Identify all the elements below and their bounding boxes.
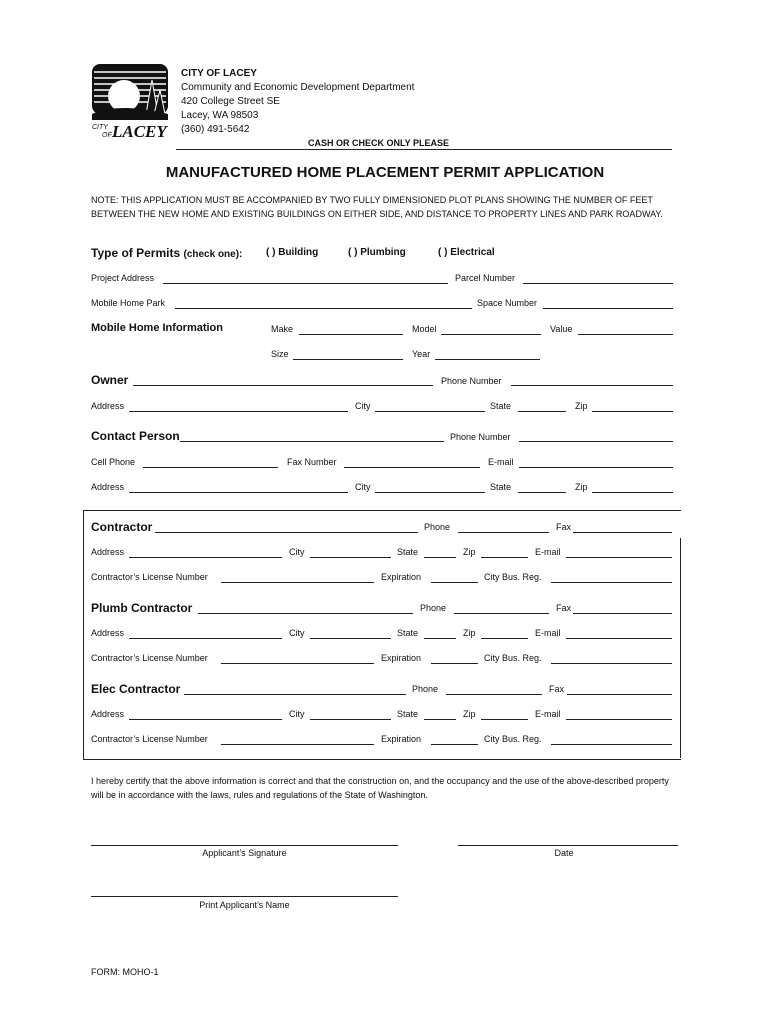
form-title: MANUFACTURED HOME PLACEMENT PERMIT APPLICATION [165,164,605,181]
plot-plan-note: NOTE: THIS APPLICATION MUST BE ACCOMPANIED BY TWO FULLY DIMENSIONED PLOT PLANS SHOWING THE NUMBER OF FEET BETWEEN THE NEW HOME AND EXISTING BUILDINGS ON EITHER SIDE, AND DISTANCE TO PROPERTY LINES AND PARK ROADWAY. [91,195,663,219]
space-number-label: Space Number [477,298,538,308]
elec-expiration-label: Expiration [381,734,422,744]
contractor-email-field[interactable] [566,557,672,558]
org-name: CITY OF LACEY [181,68,257,79]
elec-email-label: E-mail [535,709,561,719]
permits-hint: (check one): [183,249,243,260]
plumb-zip-field[interactable] [481,638,528,639]
plumb-zip-label: Zip [463,628,476,638]
contractor-bus-reg-label: City Bus. Reg. [484,572,542,582]
form-id: FORM: MOHO-1 [91,967,159,977]
contractor-zip-label: Zip [463,547,476,557]
plumb-fax-label: Fax [556,603,572,613]
building-checkbox[interactable]: ( ) Building [266,247,319,258]
plumb-address-field[interactable] [129,638,282,639]
elec-expiration-field[interactable] [431,744,478,745]
contact-person-heading: Contact Person [91,429,180,443]
fax-number-field[interactable] [344,467,480,468]
project-address-field[interactable] [163,283,448,284]
plumb-address-label: Address [91,628,125,638]
contractor-fax-field[interactable] [573,532,672,533]
contractor-email-label: E-mail [535,547,561,557]
applicant-signature-label: Applicant’s Signature [202,848,287,858]
contractor-heading: Contractor [91,520,153,534]
mobile-home-info-heading: Mobile Home Information [91,322,223,334]
owner-state-field[interactable] [518,411,566,412]
plumb-contractor-heading: Plumb Contractor [91,601,193,615]
header-rule [176,149,672,150]
contractor-city-field[interactable] [310,557,391,558]
contractor-phone-label: Phone [424,522,451,532]
contact-city-label: City [355,482,371,492]
parcel-number-label: Parcel Number [455,273,516,283]
owner-phone-label: Phone Number [441,376,502,386]
permits-label: Type of Permits [91,246,181,260]
year-field[interactable] [435,359,540,360]
certification-statement: I hereby certify that the above information is correct and that the construction on, and the occupancy and the use of the above-described property will be in accordance with the laws, rules and regulations of the State of Washington. [91,776,669,800]
elec-address-label: Address [91,709,125,719]
mobile-home-park-field[interactable] [175,308,472,309]
date-line[interactable] [458,845,678,846]
contact-name-field[interactable] [180,441,444,442]
make-label: Make [271,324,294,334]
elec-license-field[interactable] [221,744,374,745]
contractor-expiration-field[interactable] [431,582,478,583]
contractor-state-label: State [397,547,419,557]
contractor-license-field[interactable] [221,582,374,583]
owner-zip-field[interactable] [592,411,673,412]
owner-state-label: State [490,401,512,411]
logo-city-text: CITY [92,124,108,131]
elec-address-field[interactable] [129,719,282,720]
owner-phone-field[interactable] [511,385,673,386]
elec-zip-label: Zip [463,709,476,719]
plumb-state-label: State [397,628,419,638]
model-field[interactable] [441,334,541,335]
owner-name-field[interactable] [133,385,433,386]
plumb-bus-reg-label: City Bus. Reg. [484,653,542,663]
contact-state-label: State [490,482,512,492]
year-label: Year [412,349,431,359]
contact-state-field[interactable] [518,492,566,493]
contractor-phone-field[interactable] [458,532,549,533]
contact-zip-label: Zip [575,482,588,492]
elec-bus-reg-label: City Bus. Reg. [484,734,542,744]
date-label: Date [554,848,574,858]
applicant-signature-line[interactable] [91,845,398,846]
dept-phone: (360) 491-5642 [181,124,250,135]
owner-zip-label: Zip [575,401,588,411]
value-field[interactable] [578,334,673,335]
parcel-number-field[interactable] [523,283,673,284]
electrical-checkbox[interactable]: ( ) Electrical [438,247,495,258]
contractor-city-label: City [289,547,305,557]
plumb-expiration-field[interactable] [431,663,478,664]
make-field[interactable] [299,334,403,335]
owner-address-label: Address [91,401,125,411]
city-state-zip: Lacey, WA 98503 [181,110,259,121]
elec-contractor-heading: Elec Contractor [91,682,181,696]
contractor-zip-field[interactable] [481,557,528,558]
elec-email-field[interactable] [566,719,672,720]
plumb-phone-label: Phone [420,603,447,613]
print-name-line[interactable] [91,896,398,897]
mobile-home-park-label: Mobile Home Park [91,298,166,308]
value-label: Value [550,324,573,334]
plumb-city-label: City [289,628,305,638]
cell-phone-field[interactable] [143,467,278,468]
plumb-fax-field[interactable] [573,613,672,614]
plumb-license-field[interactable] [221,663,374,664]
contact-email-label: E-mail [488,457,514,467]
contact-phone-label: Phone Number [450,432,511,442]
project-address-label: Project Address [91,273,155,283]
plumb-email-label: E-mail [535,628,561,638]
elec-state-label: State [397,709,419,719]
size-label: Size [271,349,289,359]
print-name-label: Print Applicant’s Name [199,900,290,910]
street-address: 420 College Street SE [181,96,280,107]
contractors-box-right-edge [680,538,681,758]
plumbing-checkbox[interactable]: ( ) Plumbing [348,247,406,258]
city-of-lacey-logo [90,62,170,144]
contractor-state-field[interactable] [424,557,456,558]
department: Community and Economic Development Department [181,82,415,93]
plumb-expiration-label: Expiration [381,653,422,663]
contact-address-label: Address [91,482,125,492]
elec-fax-field[interactable] [567,694,672,695]
contractor-address-label: Address [91,547,125,557]
cell-phone-label: Cell Phone [91,457,136,467]
elec-city-label: City [289,709,305,719]
elec-city-field[interactable] [310,719,391,720]
elec-phone-field[interactable] [446,694,542,695]
size-field[interactable] [293,359,403,360]
owner-city-field[interactable] [375,411,485,412]
logo-of-text: OF [102,132,112,139]
contact-city-field[interactable] [375,492,485,493]
owner-city-label: City [355,401,371,411]
elec-zip-field[interactable] [481,719,528,720]
contact-zip-field[interactable] [592,492,673,493]
elec-fax-label: Fax [549,684,565,694]
plumb-phone-field[interactable] [454,613,549,614]
model-label: Model [412,324,437,334]
contact-address-field[interactable] [129,492,348,493]
plumb-city-field[interactable] [310,638,391,639]
contractor-expiration-label: Expiration [381,572,422,582]
payment-note: CASH OR CHECK ONLY PLEASE [308,138,450,148]
plumb-bus-reg-field[interactable] [551,663,672,664]
plumb-state-field[interactable] [424,638,456,639]
contractor-name-field[interactable] [155,532,418,533]
elec-bus-reg-field[interactable] [551,744,672,745]
elec-phone-label: Phone [412,684,439,694]
contractors-box [83,510,681,760]
elec-contractor-name-field[interactable] [184,694,406,695]
elec-state-field[interactable] [424,719,456,720]
type-of-permits-label [91,246,242,260]
contractor-fax-label: Fax [556,522,572,532]
plumb-license-label: Contractor’s License Number [91,653,208,663]
space-number-field[interactable] [543,308,673,309]
logo-lacey-text: LACEY [112,122,167,141]
plumb-contractor-name-field[interactable] [198,613,413,614]
owner-heading: Owner [91,373,129,387]
contractor-license-label: Contractor’s License Number [91,572,208,582]
contact-phone-field[interactable] [519,441,673,442]
contractor-address-field[interactable] [129,557,282,558]
contact-email-field[interactable] [519,467,673,468]
plumb-email-field[interactable] [566,638,672,639]
owner-address-field[interactable] [129,411,348,412]
elec-license-label: Contractor’s License Number [91,734,208,744]
fax-number-label: Fax Number [287,457,337,467]
contractor-bus-reg-field[interactable] [551,582,672,583]
